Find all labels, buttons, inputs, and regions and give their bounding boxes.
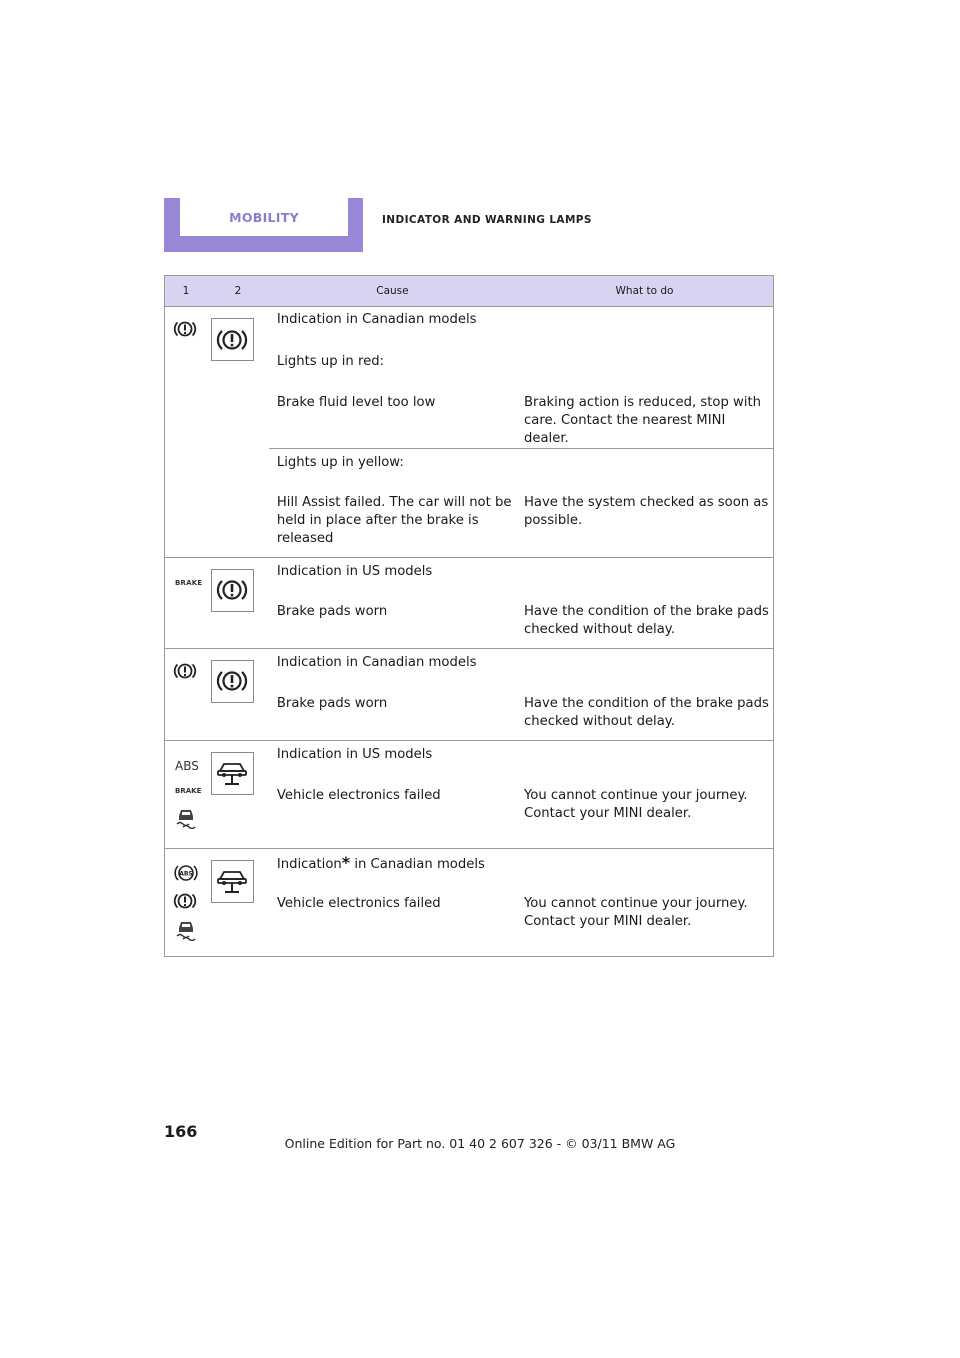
lamp-icon-cell <box>165 307 207 558</box>
brake-text-icon: BRAKE <box>175 786 202 795</box>
lamp-icon-cell <box>165 740 207 848</box>
section-label: MOBILITY <box>229 209 299 225</box>
chapter-title: INDICATOR AND WARNING LAMPS <box>382 214 592 226</box>
cause-text: Brake fluid level too low <box>276 394 436 410</box>
table-header-row <box>165 276 774 307</box>
cause-text: Lights up in red: <box>276 353 385 369</box>
cause-text: Brake pads worn <box>276 604 388 619</box>
svg-text:ABS: ABS <box>179 870 193 877</box>
brake-warning-circle-icon <box>173 319 197 339</box>
column-header-2: 2 <box>207 276 269 307</box>
lamp-icon-cell <box>165 848 207 956</box>
cause-text: Indication in US models <box>276 746 433 762</box>
display-symbol-box <box>211 318 254 361</box>
cause-text: Indication in Canadian models <box>276 312 477 327</box>
display-symbol-box <box>211 860 254 903</box>
display-symbol-box <box>211 569 254 612</box>
footer-edition-note: Online Edition for Part no. 01 40 2 607 326 - © 03/11 BMW AG <box>284 1136 676 1151</box>
display-icon-cell <box>207 740 269 848</box>
action-text: Have the condition of the brake pads checked without delay. <box>523 696 769 729</box>
display-symbol-box <box>211 660 254 703</box>
cause-text: Vehicle electronics failed <box>276 896 441 911</box>
display-icon-cell <box>207 848 269 956</box>
brake-warning-circle-icon <box>216 668 248 694</box>
table-row <box>165 648 774 690</box>
action-text: Have the system checked as soon as possible. <box>523 495 769 528</box>
section-tab-inner <box>180 198 348 236</box>
warning-lamps-table <box>164 275 774 957</box>
display-icon-cell <box>207 648 269 740</box>
cause-text: Indication in Canadian models <box>276 654 477 670</box>
vehicle-lift-icon <box>215 759 249 787</box>
brake-warning-circle-icon <box>173 661 197 681</box>
cause-text: Brake pads worn <box>276 696 388 711</box>
cause-text: Indication in US models <box>276 563 433 579</box>
action-text: You cannot continue your journey. Contact your MINI dealer. <box>523 788 748 821</box>
brake-warning-circle-icon <box>216 327 248 353</box>
lamp-icon-cell <box>165 648 207 740</box>
display-icon-cell <box>207 557 269 648</box>
stability-control-icon <box>175 917 197 941</box>
column-header-what-to-do: What to do <box>516 276 774 307</box>
lamp-icon-cell <box>165 557 207 648</box>
column-header-cause: Cause <box>269 276 516 307</box>
cause-text: Hill Assist failed. The car will not be held in place after the brake is released <box>276 495 512 546</box>
display-icon-cell <box>207 307 269 558</box>
brake-text-icon: BRAKE <box>175 578 203 587</box>
table-row <box>165 307 774 349</box>
cause-text: Vehicle electronics failed <box>276 788 441 803</box>
table-row <box>165 740 774 782</box>
stability-control-icon <box>175 805 197 829</box>
table-row <box>165 848 774 890</box>
optional-equipment-star: * <box>341 852 351 872</box>
brake-warning-circle-icon <box>173 891 197 911</box>
display-symbol-box <box>211 752 254 795</box>
cause-text: Lights up in yellow: <box>276 454 404 470</box>
abs-text-icon: ABS <box>175 758 199 773</box>
brake-warning-circle-icon <box>216 577 248 603</box>
abs-circle-icon <box>173 863 199 883</box>
action-text: Braking action is reduced, stop with care. Contact the nearest MINI dealer. <box>523 394 762 446</box>
action-text: Have the condition of the brake pads checked without delay. <box>523 604 769 637</box>
table-row <box>165 557 774 598</box>
action-text: You cannot continue your journey. Contact your MINI dealer. <box>523 896 748 929</box>
vehicle-lift-icon <box>215 867 249 895</box>
cause-text: Indication* in Canadian models <box>276 852 485 872</box>
column-header-1: 1 <box>165 276 207 307</box>
page-number: 166 <box>164 1122 198 1141</box>
